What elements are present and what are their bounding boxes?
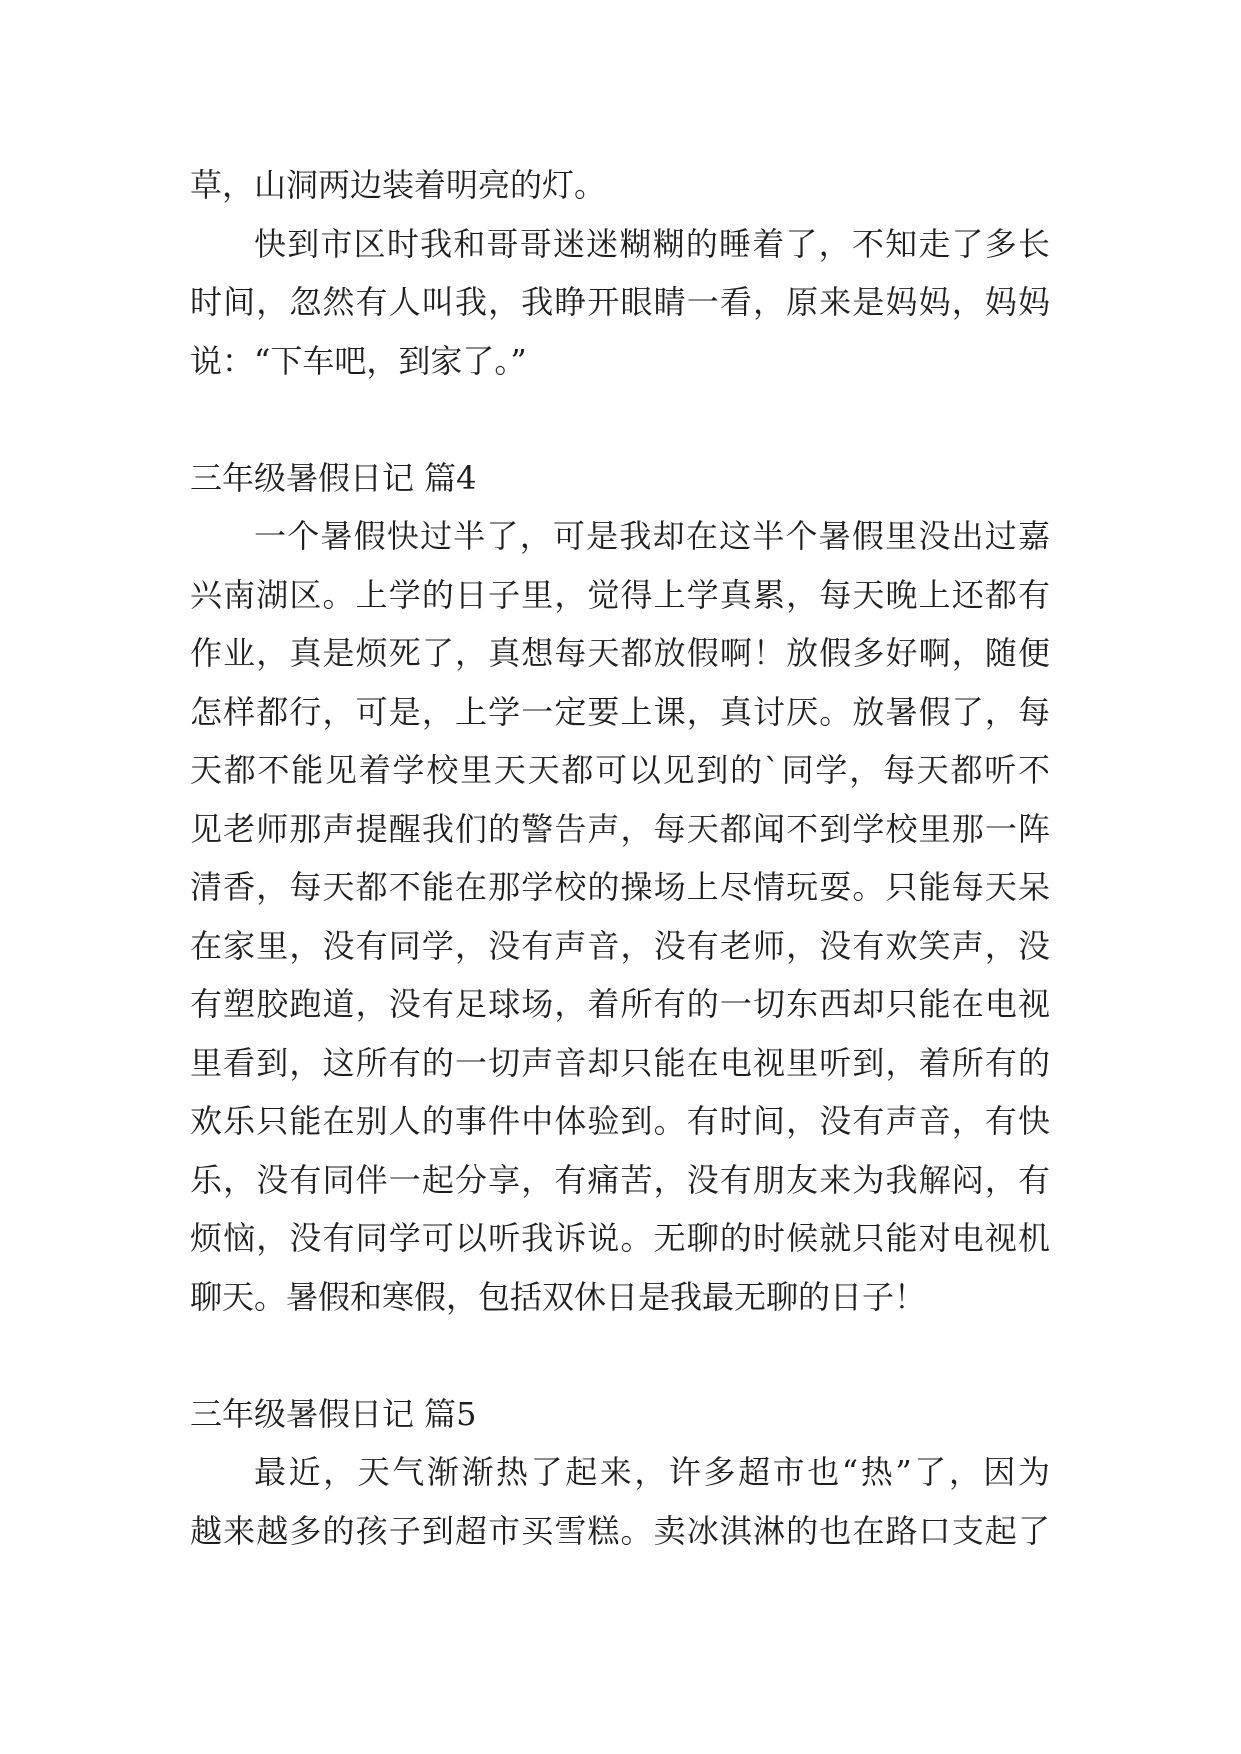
text-line: 怎样都行，可是，上学一定要上课，真讨厌。放暑假了，每 <box>190 692 1050 731</box>
text-line: 欢乐只能在别人的事件中体验到。有时间，没有声音，有快 <box>190 1102 1050 1140</box>
text-line: 里看到，这所有的一切声音却只能在电视里听到，着所有的 <box>190 1043 1050 1082</box>
diary-entry-5 <box>190 1385 1050 1561</box>
text-line: 清香，每天都不能在那学校的操场上尽情玩耍。只能每天呆 <box>190 868 1050 906</box>
text-line: 天都不能见着学校里天天都可以见到的`同学，每天都听不 <box>190 751 1050 789</box>
text-line: 烦恼，没有同学可以听我诉说。无聊的时候就只能对电视机 <box>190 1219 1050 1257</box>
text-line: 一个暑假快过半了，可是我却在这半个暑假里没出过嘉 <box>254 517 1050 555</box>
text-block-continuation <box>190 156 1050 390</box>
diary-entry-4 <box>190 449 1050 1327</box>
page-content <box>190 156 1050 1560</box>
text-line: 最近，天气渐渐热了起来，许多超市也“热”了，因为 <box>254 1453 1050 1491</box>
text-line: 兴南湖区。上学的日子里，觉得上学真累，每天晚上还都有 <box>190 575 1050 614</box>
text-line: 作业，真是烦死了，真想每天都放假啊！放假多好啊，随便 <box>190 634 1050 672</box>
section-heading: 三年级暑假日记 篇5 <box>190 1394 477 1433</box>
text-line: 有塑胶跑道，没有足球场，着所有的一切东西却只能在电视 <box>190 985 1050 1023</box>
text-line: 快到市区时我和哥哥迷迷糊糊的睡着了，不知走了多长 <box>254 224 1050 263</box>
text-line: 草，山洞两边装着明亮的灯。 <box>190 166 607 204</box>
text-line: 在家里，没有同学，没有声音，没有老师，没有欢笑声，没 <box>190 926 1050 965</box>
section-heading: 三年级暑假日记 篇4 <box>190 458 477 497</box>
text-line: 见老师那声提醒我们的警告声，每天都闻不到学校里那一阵 <box>190 809 1050 848</box>
text-line: 时间，忽然有人叫我，我睁开眼睛一看，原来是妈妈，妈妈 <box>190 283 1050 321</box>
text-line: 越来越多的孩子到超市买雪糕。卖冰淇淋的也在路口支起了 <box>190 1511 1050 1550</box>
text-line: 聊天。暑假和寒假，包括双休日是我最无聊的日子！ <box>190 1277 927 1316</box>
text-line: 说：“下车吧，到家了。” <box>190 341 527 380</box>
text-line: 乐，没有同伴一起分享，有痛苦，没有朋友来为我解闷，有 <box>190 1160 1050 1199</box>
